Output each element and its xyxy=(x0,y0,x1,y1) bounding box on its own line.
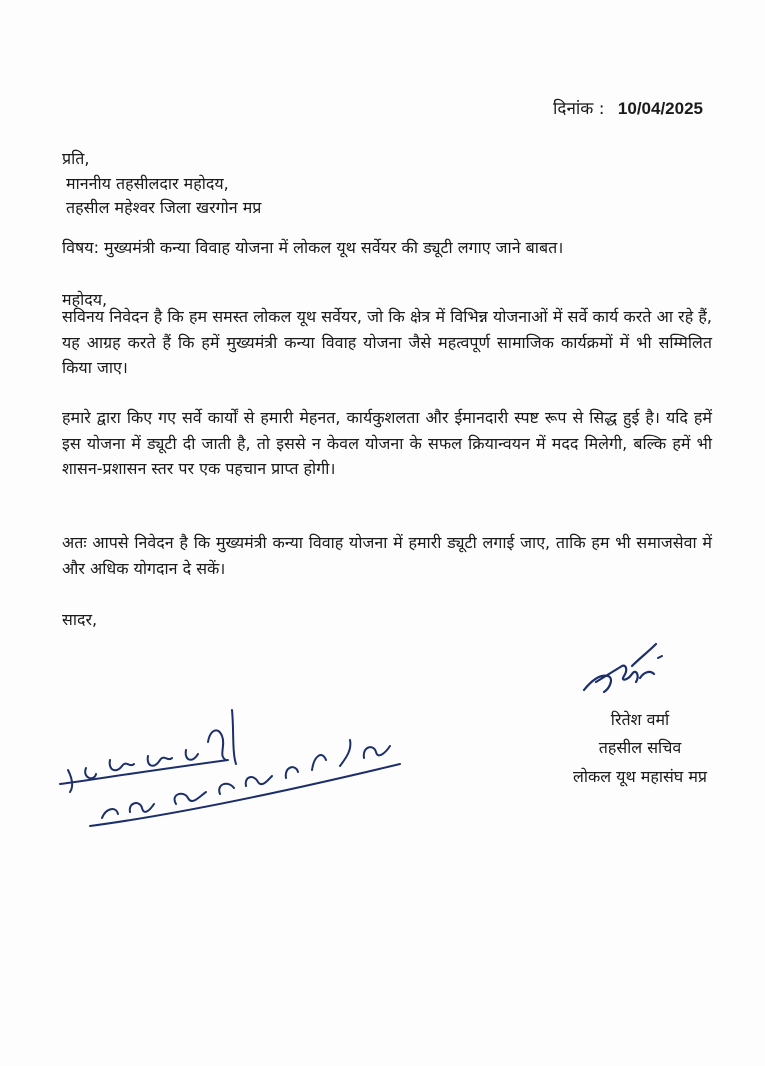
signatory-organization: लोकल यूथ महासंघ मप्र xyxy=(572,767,708,786)
salutation: महोदय, xyxy=(62,290,108,309)
addressee-line-1: माननीय तहसीलदार महोदय, xyxy=(66,174,229,193)
closing: सादर, xyxy=(62,610,98,629)
handwritten-note xyxy=(50,700,420,850)
date-line xyxy=(553,96,703,119)
paragraph-1: सविनय निवेदन है कि हम समस्त लोकल यूथ सर्वेयर, जो कि क्षेत्र में विभिन्न योजनाओं में सर्वे कार्य करते आ रहे हैं, यह आग्रह करते हैं कि हमें मुख्यमंत्री कन्या विवाह योजना जैसे महत्वपूर्ण सामाजिक कार्यक्रमों में भी सम्मिलित किया जाए। xyxy=(62,307,712,377)
signature-scribble xyxy=(570,636,680,706)
signatory-designation: तहसील सचिव xyxy=(598,738,682,757)
addressee-line-2: तहसील महेश्वर जिला खरगोन मप्र xyxy=(66,198,262,217)
paragraph-3: अतः आपसे निवेदन है कि मुख्यमंत्री कन्या विवाह योजना में हमारी ड्यूटी लगाई जाए, ताकि हम भी समाजसेवा में और अधिक योगदान दे सकें। xyxy=(62,533,712,578)
signatory-name: रितेश वर्मा xyxy=(610,710,670,729)
date-label: दिनांक : xyxy=(553,99,605,119)
to-label: प्रति, xyxy=(62,149,90,168)
date-value: 10/04/2025 xyxy=(617,99,703,118)
paragraph-2: हमारे द्वारा किए गए सर्वे कार्यों से हमारी मेहनत, कार्यकुशलता और ईमानदारी स्पष्ट रूप से सिद्ध हुई है। यदि हमें इस योजना में ड्यूटी दी जाती है, तो इससे न केवल योजना के सफल क्रियान्वयन में मदद मिलेगी, बल्कि हमें भी शासन-प्रशासन स्तर पर एक पहचान प्राप्त होगी। xyxy=(62,408,712,478)
subject-line: विषय: मुख्यमंत्री कन्या विवाह योजना में लोकल यूथ सर्वेयर की ड्यूटी लगाए जाने बाबत। xyxy=(62,238,564,257)
